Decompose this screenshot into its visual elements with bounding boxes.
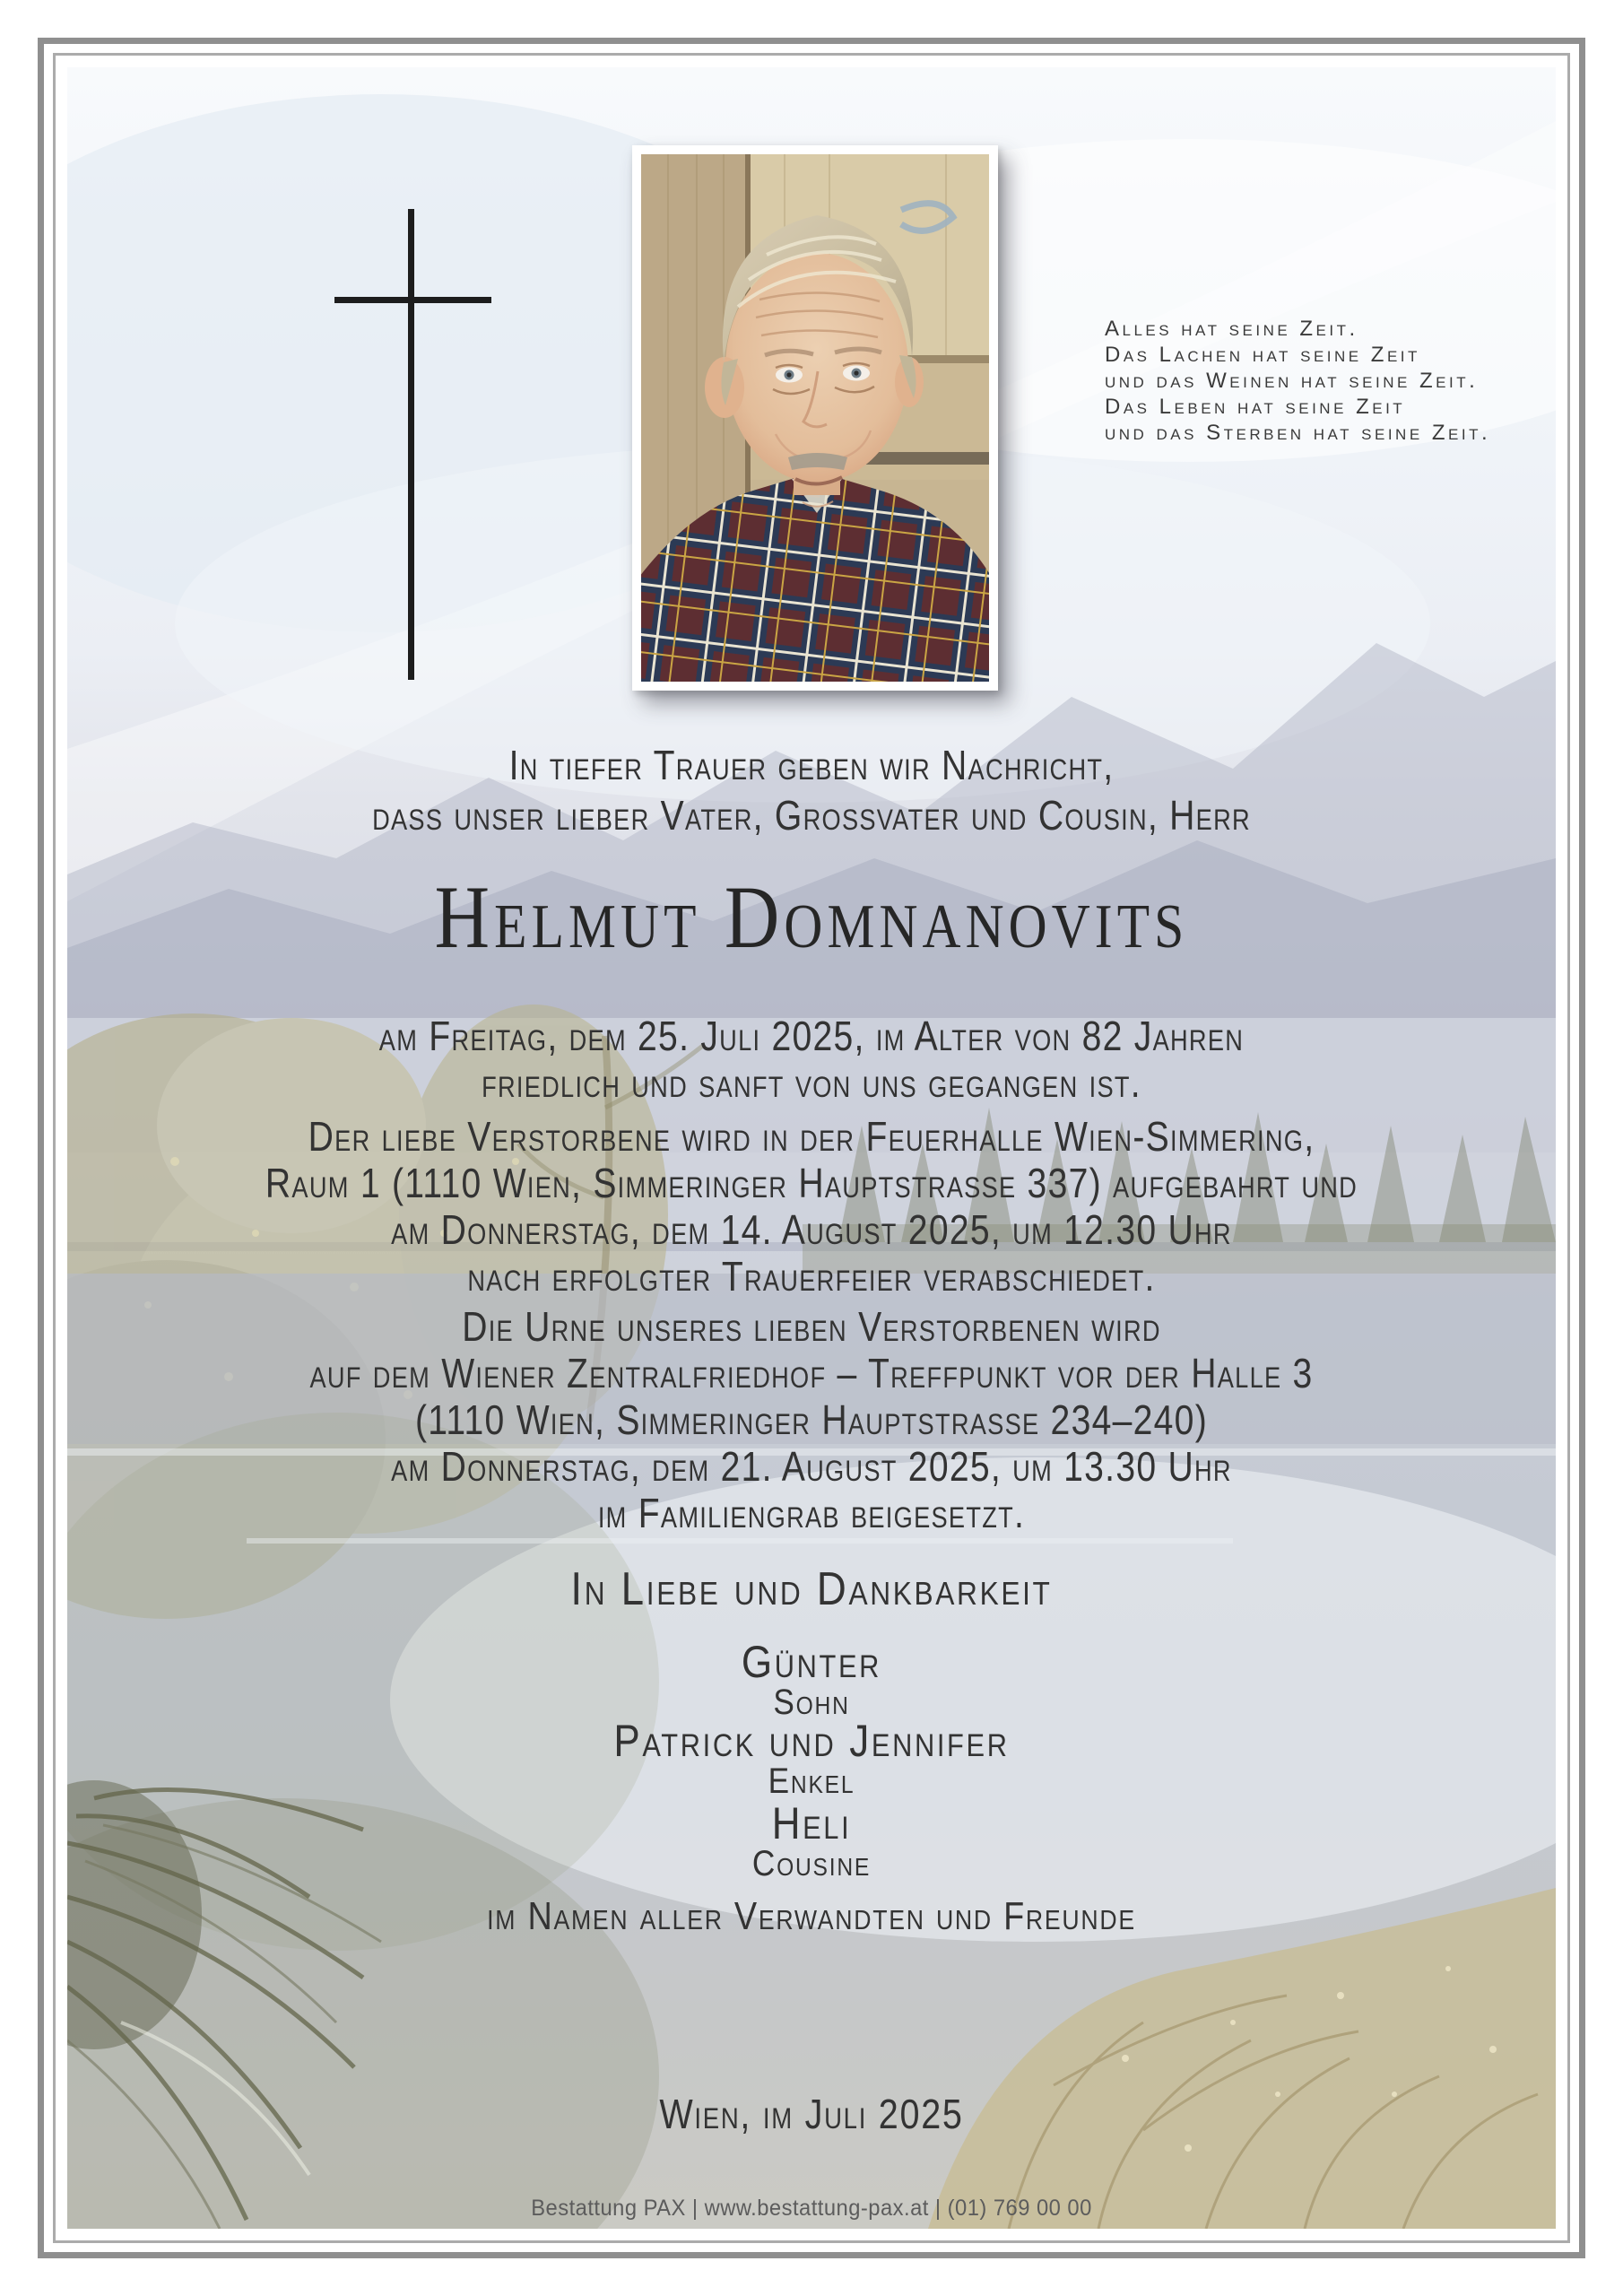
announcement-intro-line: dass unser lieber Vater, Grossvater und Cousin, Herr [372,792,1251,839]
mourner-name: Günter [741,1637,882,1687]
passing-line: am Freitag, dem 25. Juli 2025, im Alter von 82 Jahren [378,1013,1245,1059]
quote-line: Alles hat seine Zeit. [1105,317,1358,341]
urn-line: im Familiengrab beigesetzt. [597,1490,1026,1536]
laying-out-line: Raum 1 (1110 Wien, Simmeringer Hauptstrasse 337) aufgebahrt und [265,1160,1358,1206]
mourner-name: Patrick und Jennifer [613,1716,1010,1766]
laying-out-line: nach erfolgter Trauerfeier verabschiedet. [467,1253,1156,1300]
cross-horizontal-bar [334,297,491,303]
urn-line: (1110 Wien, Simmeringer Hauptstrasse 234–240) [414,1396,1209,1443]
announcement-intro-line: In tiefer Trauer geben wir Nachricht, [508,742,1115,788]
mourner-relation: Sohn [773,1683,850,1722]
mourner-relation: Enkel [768,1761,855,1801]
cross-vertical-bar [408,209,414,680]
funeral-home-footer: Bestattung PAX | www.bestattung-pax.at | (01) 769 00 00 [531,2196,1092,2221]
quote-line: und das Sterben hat seine Zeit. [1105,421,1491,445]
mourner-relation: Cousine [751,1844,872,1883]
on-behalf-note: im Namen aller Verwandten und Freunde [487,1894,1136,1938]
memorial-quote [1105,316,1571,446]
passing-line: friedlich und sanft von uns gegangen ist. [482,1059,1141,1106]
quote-line: Das Leben hat seine Zeit [1105,395,1406,419]
laying-out-line: Der liebe Verstorbene wird in der Feuerhalle Wien-Simmering, [308,1113,1315,1160]
urn-line: am Donnerstag, dem 21. August 2025, um 13.30 Uhr [391,1443,1232,1490]
urn-line: Die Urne unseres lieben Verstorbenen wird [462,1303,1161,1350]
portrait-photo [632,145,998,691]
place-date: Wien, im Juli 2025 [659,2091,964,2137]
quote-line: Das Lachen hat seine Zeit [1105,343,1420,367]
deceased-name: Helmut Domnanovits [434,867,1189,967]
quote-line: und das Weinen hat seine Zeit. [1105,369,1479,393]
laying-out-line: am Donnerstag, dem 14. August 2025, um 12.30 Uhr [391,1206,1232,1253]
closing-phrase: In Liebe und Dankbarkeit [570,1563,1053,1615]
urn-line: auf dem Wiener Zentralfriedhof – Treffpunkt vor der Halle 3 [309,1350,1314,1396]
portrait-illustration [641,154,989,682]
mourner-name: Heli [771,1798,852,1848]
